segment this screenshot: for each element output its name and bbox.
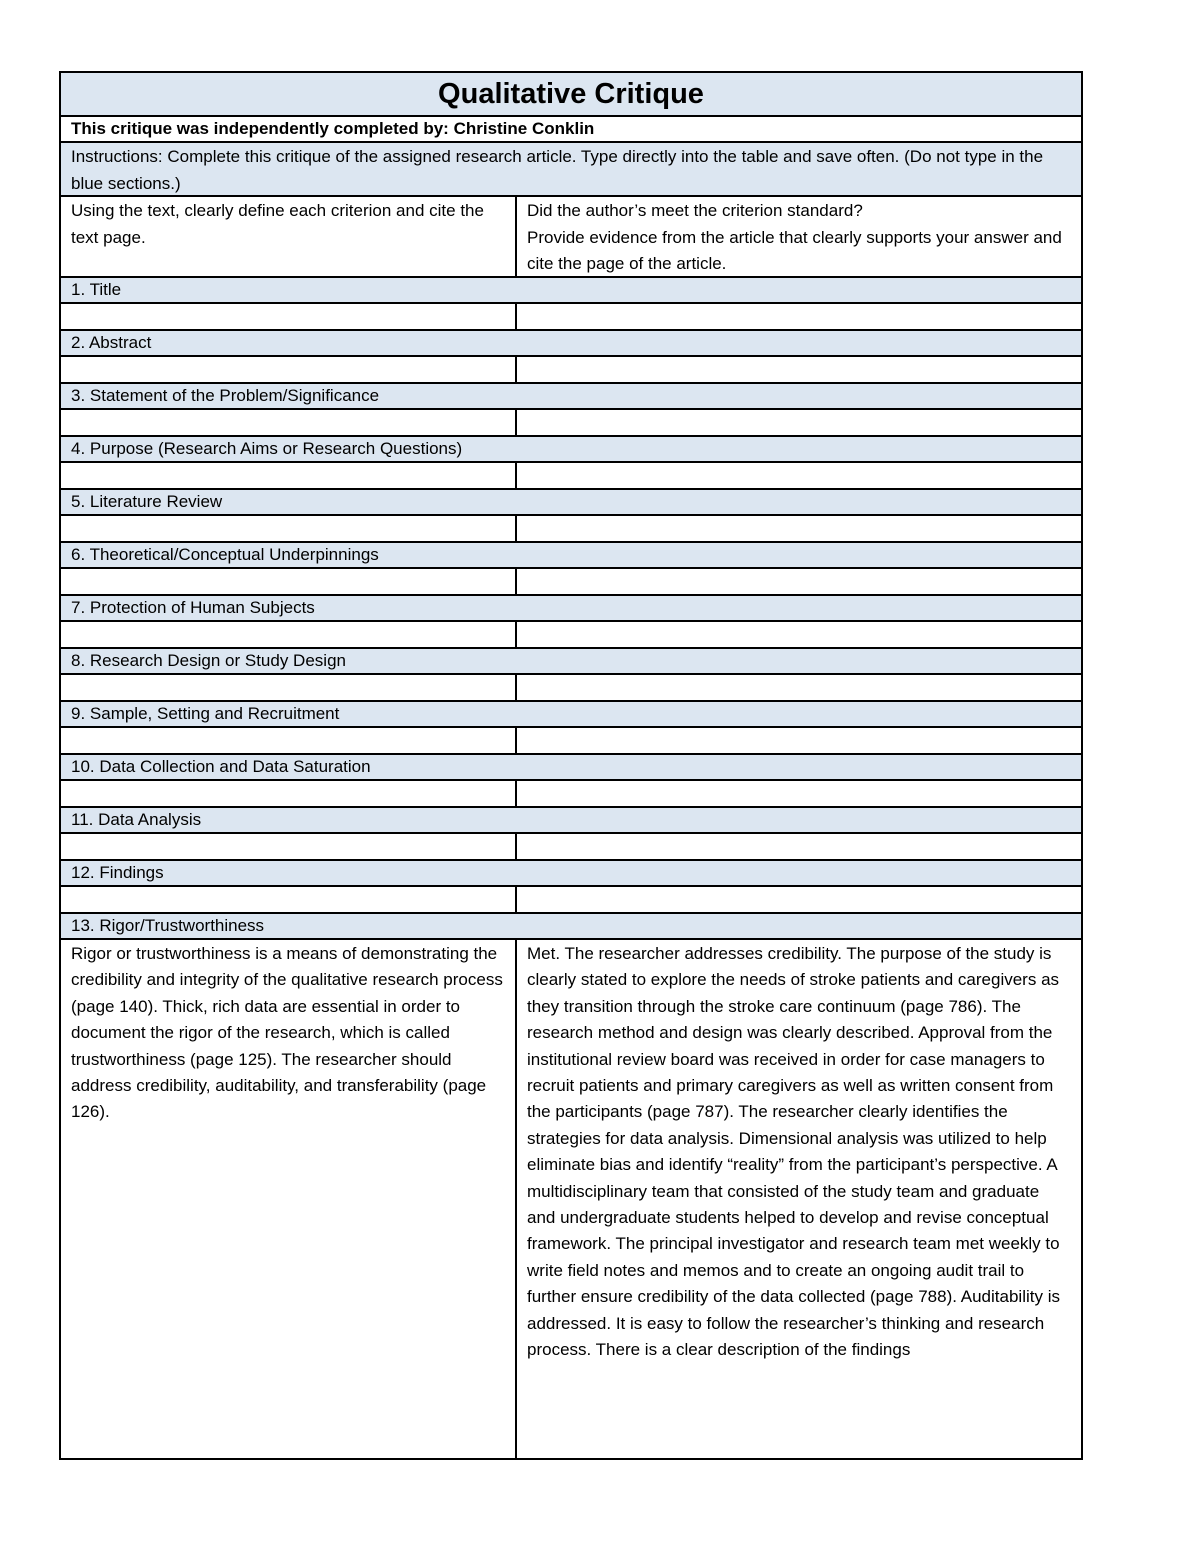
- evidence-cell[interactable]: [517, 834, 1081, 859]
- rigor-evidence[interactable]: Met. The researcher addresses credibility. The purpose of the study is clearly stated to explore the needs of stroke patients and caregivers as they transition through the stroke care continuum (page 786). The research method and design was clearly described. Approval from the institutional review board was received in order for case managers to recruit patients and primary caregivers as well as written consent from the participants (page 787). The researcher clearly identifies the strategies for data analysis. Dimensional analysis was utilized to help eliminate bias and identify “reality” from the participant’s perspective. A multidisciplinary team that consisted of the study team and graduate and undergraduate students helped to develop and revise conceptual framework. The principal investigator and research team met weekly to write field notes and memos and to create an ongoing audit trail to further ensure credibility of the data collected (page 788). Auditability is addressed. It is easy to follow the researcher’s thinking and research process. There is a clear description of the findings: [527, 944, 1060, 1360]
- section-label: 5. Literature Review: [71, 492, 223, 511]
- section-label: 6. Theoretical/Conceptual Underpinnings: [71, 545, 379, 564]
- answer-row: [61, 834, 1081, 861]
- answer-row: [61, 728, 1081, 755]
- evidence-cell[interactable]: [517, 569, 1081, 594]
- instructions-row: [61, 143, 1081, 197]
- section-label: 11. Data Analysis: [71, 810, 202, 829]
- answer-row: [61, 887, 1081, 914]
- section-label: 7. Protection of Human Subjects: [71, 598, 315, 617]
- section-header: [61, 702, 1081, 728]
- section-label: 9. Sample, Setting and Recruitment: [71, 704, 340, 723]
- section-label: 4. Purpose (Research Aims or Research Questions): [71, 439, 463, 458]
- section-header: [61, 914, 1081, 940]
- section-header: [61, 649, 1081, 675]
- answer-row: [61, 675, 1081, 702]
- evidence-cell[interactable]: [517, 357, 1081, 382]
- answer-row: [61, 410, 1081, 437]
- definition-cell[interactable]: [61, 675, 517, 700]
- section-header: [61, 596, 1081, 622]
- header-right: Did the author’s meet the criterion standard? Provide evidence from the article that clearly supports your answer and cite the page of the article.: [527, 201, 1062, 273]
- section-header: [61, 861, 1081, 887]
- critique-table: [59, 71, 1083, 1460]
- section-label: 1. Title: [71, 280, 122, 299]
- section-label: 2. Abstract: [71, 333, 152, 352]
- evidence-cell[interactable]: [517, 675, 1081, 700]
- definition-cell[interactable]: [61, 834, 517, 859]
- section-header: [61, 543, 1081, 569]
- definition-cell[interactable]: [61, 357, 517, 382]
- section-label: 13. Rigor/Trustworthiness: [71, 916, 265, 935]
- section-header: [61, 808, 1081, 834]
- evidence-cell[interactable]: [517, 781, 1081, 806]
- answer-row: [61, 304, 1081, 331]
- evidence-cell[interactable]: [517, 463, 1081, 488]
- section-header: [61, 755, 1081, 781]
- section-header: [61, 278, 1081, 304]
- definition-cell[interactable]: [61, 410, 517, 435]
- section-header: [61, 384, 1081, 410]
- evidence-cell[interactable]: [517, 304, 1081, 329]
- section-label: 8. Research Design or Study Design: [71, 651, 346, 670]
- definition-cell[interactable]: [61, 516, 517, 541]
- definition-cell[interactable]: [61, 304, 517, 329]
- completed-by-row: [61, 117, 1081, 143]
- section-label: 10. Data Collection and Data Saturation: [71, 757, 371, 776]
- completed-by: This critique was independently completed by: Christine Conklin: [71, 119, 595, 138]
- section-header: [61, 331, 1081, 357]
- header-left: Using the text, clearly define each criterion and cite the text page.: [61, 197, 517, 276]
- definition-cell[interactable]: [61, 463, 517, 488]
- definition-cell[interactable]: [61, 728, 517, 753]
- answer-row: [61, 357, 1081, 384]
- definition-cell[interactable]: [61, 569, 517, 594]
- section-header: [61, 437, 1081, 463]
- instructions: Instructions: Complete this critique of the assigned research article. Type directly into the table and save often. (Do not type in the blue sections.): [71, 147, 1044, 193]
- page-title: Qualitative Critique: [438, 77, 704, 110]
- section-header: [61, 490, 1081, 516]
- evidence-cell[interactable]: [517, 622, 1081, 647]
- rigor-definition[interactable]: Rigor or trustworthiness is a means of demonstrating the credibility and integrity of the qualitative research process (page 140). Thick, rich data are essential in order to document the rigor of the research, which is called trustworthiness (page 125). The researcher should address credibility, auditability, and transferability (page 126).: [61, 940, 517, 1458]
- answer-row: [61, 463, 1081, 490]
- section-label: 3. Statement of the Problem/Significance: [71, 386, 380, 405]
- answer-row: [61, 569, 1081, 596]
- column-header-row: [61, 197, 1081, 278]
- section-label: 12. Findings: [71, 863, 164, 882]
- answer-row: [61, 622, 1081, 649]
- evidence-cell[interactable]: [517, 728, 1081, 753]
- evidence-cell[interactable]: [517, 410, 1081, 435]
- definition-cell[interactable]: [61, 887, 517, 912]
- definition-cell[interactable]: [61, 622, 517, 647]
- answer-row: [61, 781, 1081, 808]
- rigor-answer-row: [61, 940, 1081, 1458]
- evidence-cell[interactable]: [517, 887, 1081, 912]
- answer-row: [61, 516, 1081, 543]
- definition-cell[interactable]: [61, 781, 517, 806]
- title-row: [61, 73, 1081, 117]
- evidence-cell[interactable]: [517, 516, 1081, 541]
